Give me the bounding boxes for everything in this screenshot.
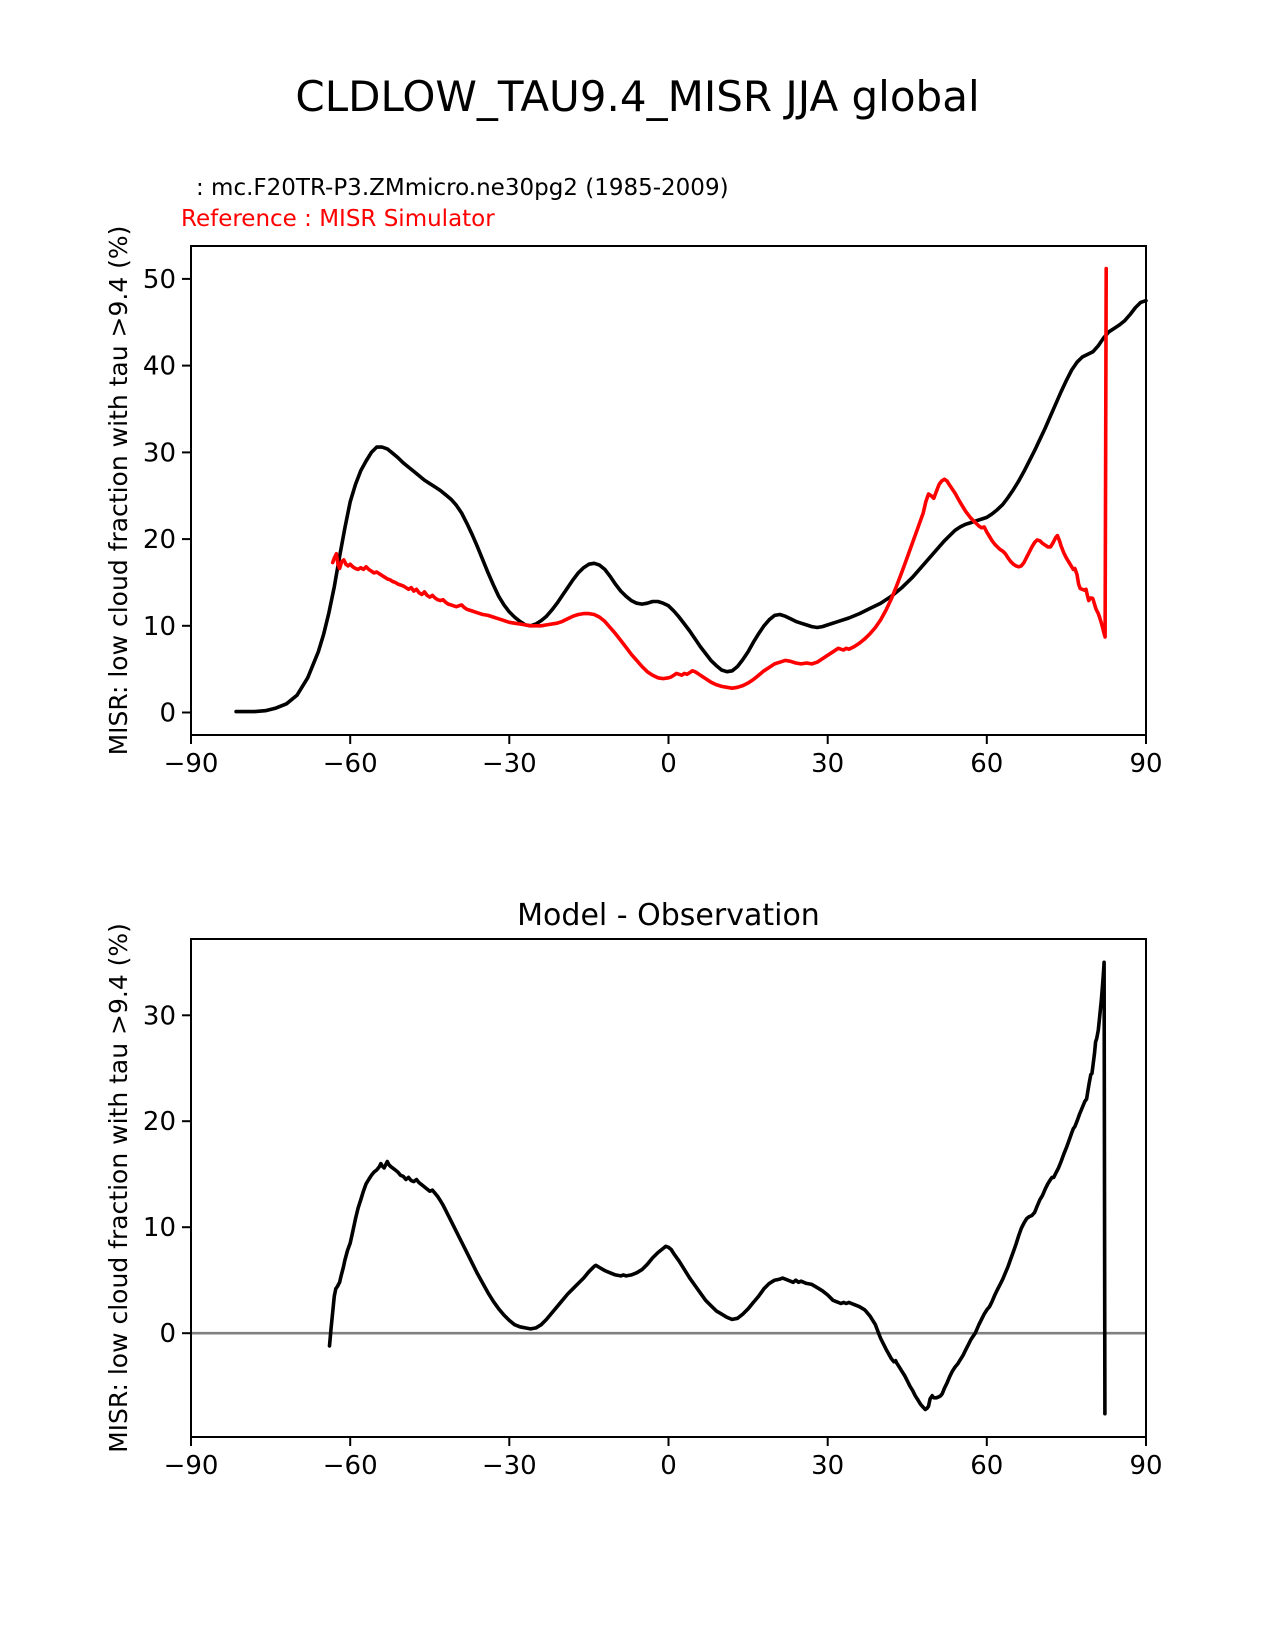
- y-tick-label: 0: [159, 698, 176, 729]
- upper-axes: [104, 226, 1163, 779]
- x-tick-label: −30: [481, 1451, 537, 1481]
- y-tick-label: 30: [142, 1001, 176, 1032]
- x-tick-label: −60: [322, 1451, 378, 1481]
- lower-y-axis-label: MISR: low cloud fraction with tau >9.4 (%): [104, 923, 133, 1453]
- figure-title: CLDLOW_TAU9.4_MISR JJA global: [295, 72, 980, 121]
- lower-y-axis: [143, 1001, 191, 1349]
- x-tick-label: −30: [481, 749, 537, 779]
- legend-reference-label: Reference : MISR Simulator: [181, 206, 495, 232]
- x-tick-label: 60: [970, 749, 1004, 779]
- y-tick-label: 20: [142, 525, 176, 556]
- y-tick-label: 20: [142, 1107, 176, 1138]
- y-tick-label: 30: [142, 438, 176, 469]
- x-tick-label: −90: [163, 749, 219, 779]
- x-tick-label: 0: [660, 1451, 677, 1481]
- lower-frame: [191, 939, 1146, 1437]
- x-tick-label: 30: [811, 749, 845, 779]
- y-tick-label: 40: [142, 351, 176, 382]
- lower-x-axis: [164, 1437, 1163, 1481]
- x-tick-label: −90: [163, 1451, 219, 1481]
- upper-y-axis-label: MISR: low cloud fraction with tau >9.4 (%): [104, 225, 133, 756]
- x-tick-label: 90: [1129, 1451, 1163, 1481]
- lower-title: Model - Observation: [517, 898, 820, 933]
- model-line: [236, 301, 1146, 712]
- upper-y-axis: [143, 265, 191, 729]
- upper-frame: [191, 246, 1146, 735]
- x-tick-label: 60: [970, 1451, 1004, 1481]
- upper-x-axis: [164, 735, 1163, 779]
- reference-line: [333, 269, 1106, 689]
- difference-line: [330, 962, 1105, 1413]
- x-tick-label: 0: [660, 749, 677, 779]
- lower-axes: [104, 898, 1163, 1481]
- legend-model-label: : mc.F20TR-P3.ZMmicro.ne30pg2 (1985-2009): [196, 175, 729, 201]
- y-tick-label: 10: [142, 1213, 176, 1244]
- y-tick-label: 0: [159, 1319, 176, 1350]
- y-tick-label: 10: [142, 611, 176, 642]
- x-tick-label: −60: [322, 749, 378, 779]
- y-tick-label: 50: [142, 264, 176, 295]
- x-tick-label: 30: [811, 1451, 845, 1481]
- x-tick-label: 90: [1129, 749, 1163, 779]
